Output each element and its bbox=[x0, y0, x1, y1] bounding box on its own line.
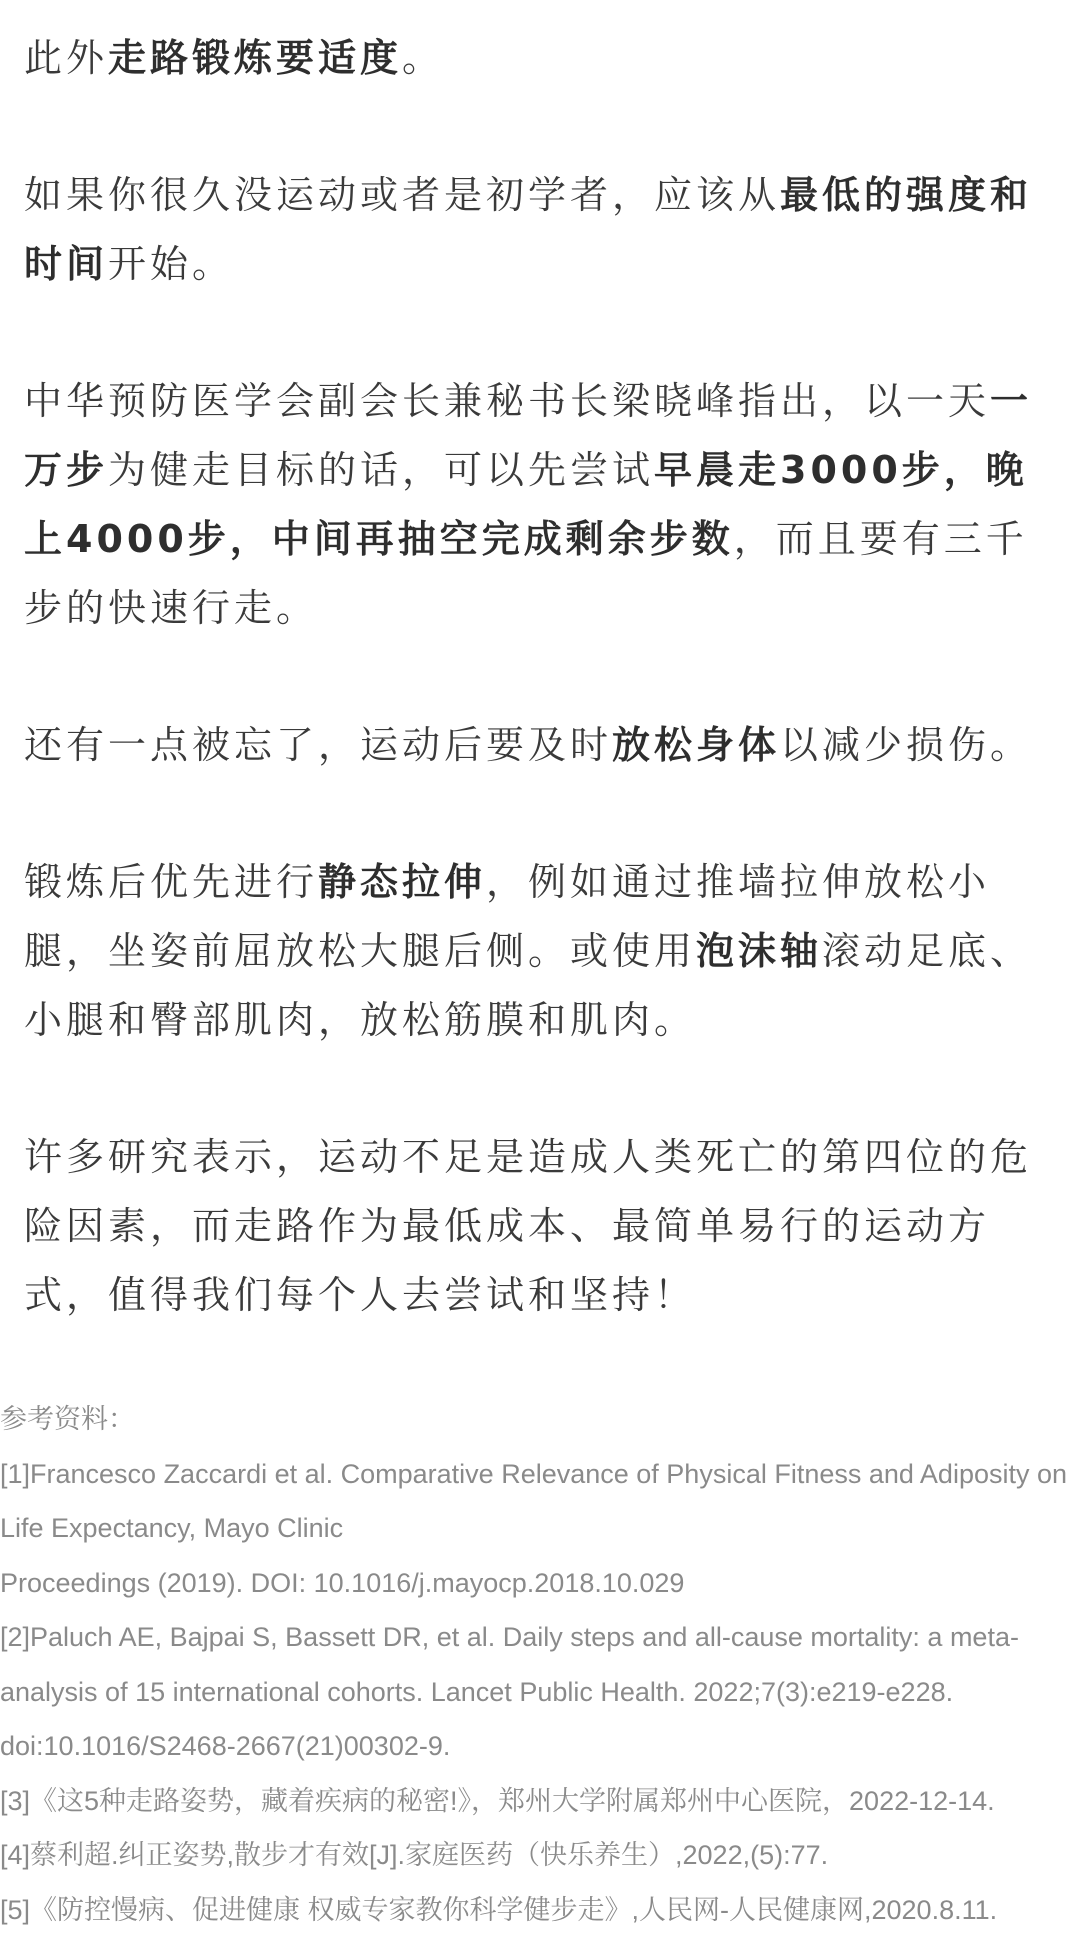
reference-item-2: [2]Paluch AE, Bajpai S, Bassett DR, et al. Daily steps and all-cause mortality: a meta-analysis of 15 international cohorts. Lancet Public Health. 2022;7(3):e219-e228. doi:10.1016/S2468-2667(21)00302-9. bbox=[0, 1610, 1080, 1774]
bold-text: 放松身体 bbox=[612, 723, 780, 767]
paragraph-relax-body bbox=[24, 711, 1059, 780]
text: 锻炼后优先进行 bbox=[24, 860, 318, 904]
text: 中华预防医学会副会长兼秘书长梁晓峰指出，以一天 bbox=[24, 379, 990, 423]
text: 为健走目标的话，可以先尝试 bbox=[108, 448, 654, 492]
reference-item-1-continued: Proceedings (2019). DOI: 10.1016/j.mayocp.2018.10.029 bbox=[0, 1556, 1080, 1611]
paragraph-step-goal bbox=[24, 367, 1059, 643]
reference-item-4: [4]蔡利超.纠正姿势,散步才有效[J].家庭医药（快乐养生）,2022,(5):77. bbox=[0, 1828, 1080, 1883]
references-section bbox=[0, 1392, 1080, 1937]
text: 开始。 bbox=[108, 242, 234, 286]
text: 。 bbox=[402, 36, 444, 80]
text: 还有一点被忘了，运动后要及时 bbox=[24, 723, 612, 767]
text: 滚动足底、小腿和臀部肌肉，放松筋膜和肌肉。 bbox=[24, 929, 1032, 1042]
bold-text: 一万步 bbox=[24, 379, 1032, 492]
reference-item-5: [5]《防控慢病、促进健康 权威专家教你科学健步走》,人民网-人民健康网,2020.8.11. bbox=[0, 1883, 1080, 1937]
bold-text: 静态拉伸 bbox=[318, 860, 486, 904]
bold-text: 泡沫轴 bbox=[696, 929, 822, 973]
paragraph-conclusion bbox=[24, 1123, 1059, 1330]
bold-text: 最低的强度和时间 bbox=[24, 173, 1032, 286]
text: ，例如通过推墙拉伸放松小腿，坐姿前屈放松大腿后侧。或使用 bbox=[24, 860, 990, 973]
paragraph-walking-moderation bbox=[24, 24, 1059, 93]
text: 此外 bbox=[24, 36, 108, 80]
reference-item-3: [3]《这5种走路姿势，藏着疾病的秘密!》，郑州大学附属郑州中心医院，2022-12-14. bbox=[0, 1774, 1080, 1829]
text: ，而且要有三千步的快速行走。 bbox=[24, 517, 1028, 630]
text: 如果你很久没运动或者是初学者，应该从 bbox=[24, 173, 780, 217]
text: 以减少损伤。 bbox=[780, 723, 1032, 767]
paragraph-beginner-intensity bbox=[24, 161, 1059, 299]
paragraph-stretching bbox=[24, 848, 1059, 1055]
article-body bbox=[24, 24, 1059, 1398]
text: 许多研究表示，运动不足是造成人类死亡的第四位的危险因素，而走路作为最低成本、最简单易行的运动方式，值得我们每个人去尝试和坚持！ bbox=[24, 1135, 1032, 1317]
reference-item-1: [1]Francesco Zaccardi et al. Comparative Relevance of Physical Fitness and Adiposity on Life Expectancy, Mayo Clinic bbox=[0, 1447, 1080, 1556]
references-heading: 参考资料： bbox=[0, 1392, 1080, 1447]
bold-text: 走路锻炼要适度 bbox=[108, 36, 402, 80]
bold-text: 早晨走3000步，晚上4000步，中间再抽空完成剩余步数 bbox=[24, 448, 1028, 561]
